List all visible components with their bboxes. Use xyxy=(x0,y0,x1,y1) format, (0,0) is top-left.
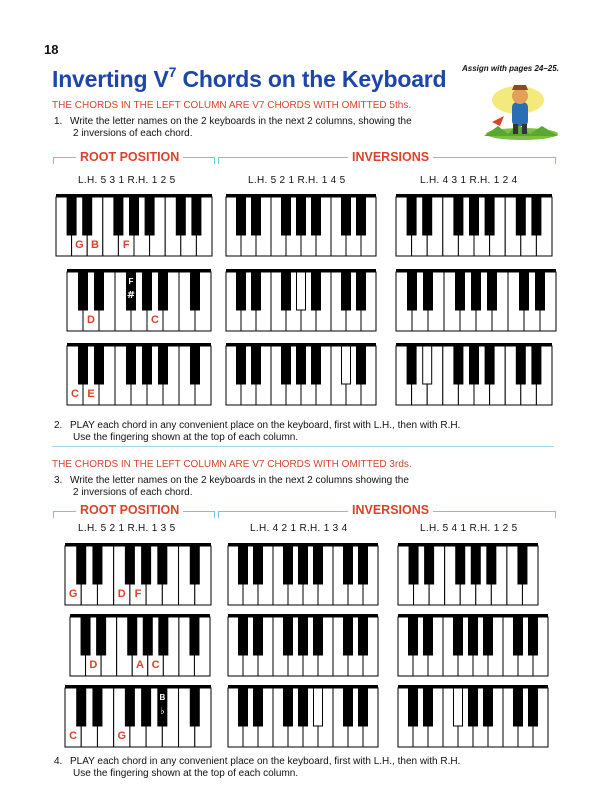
black-key[interactable] xyxy=(314,688,323,726)
black-key[interactable] xyxy=(520,272,529,310)
black-key[interactable] xyxy=(143,346,152,384)
black-key[interactable] xyxy=(456,546,465,584)
black-key[interactable] xyxy=(159,346,168,384)
black-key[interactable] xyxy=(532,346,541,384)
black-key[interactable] xyxy=(359,688,368,726)
keyboard-s1-r3-inv2[interactable] xyxy=(396,343,552,405)
black-key[interactable] xyxy=(191,346,200,384)
black-key-label: F xyxy=(128,277,134,286)
black-key[interactable] xyxy=(359,617,368,655)
black-key[interactable] xyxy=(312,197,321,235)
inversions-header-2: INVERSIONS xyxy=(348,503,433,517)
black-key[interactable] xyxy=(454,346,463,384)
black-key[interactable] xyxy=(239,617,248,655)
black-key[interactable] xyxy=(344,617,353,655)
black-key[interactable] xyxy=(252,346,261,384)
black-key[interactable] xyxy=(409,617,418,655)
black-key[interactable] xyxy=(159,617,168,655)
white-key-label: D xyxy=(87,314,95,326)
black-key[interactable] xyxy=(143,617,152,655)
black-key-accidental: ♭ xyxy=(159,706,165,717)
black-key[interactable] xyxy=(93,546,102,584)
black-key[interactable] xyxy=(536,272,545,310)
cartoon-character-illustration xyxy=(478,76,564,140)
keyboard-s2-r1-inv1[interactable] xyxy=(228,543,378,605)
black-key[interactable] xyxy=(470,346,479,384)
keyboard-s2-r1-root[interactable] xyxy=(65,543,211,605)
black-key[interactable] xyxy=(516,197,525,235)
black-key[interactable] xyxy=(254,617,263,655)
fingering-col2-2: L.H. 4 2 1 R.H. 1 3 4 xyxy=(250,523,348,534)
black-key[interactable] xyxy=(312,272,321,310)
black-key[interactable] xyxy=(485,346,494,384)
fingering-col2: L.H. 5 2 1 R.H. 1 4 5 xyxy=(248,175,346,186)
black-key[interactable] xyxy=(529,688,538,726)
black-key[interactable] xyxy=(95,272,104,310)
black-key[interactable] xyxy=(357,272,366,310)
black-key[interactable] xyxy=(423,197,432,235)
black-key[interactable] xyxy=(239,546,248,584)
black-key[interactable] xyxy=(424,272,433,310)
white-key-label: C xyxy=(151,314,159,326)
white-key-label: D xyxy=(117,588,126,600)
black-key[interactable] xyxy=(127,346,136,384)
black-key[interactable] xyxy=(145,197,154,235)
black-key[interactable] xyxy=(237,197,246,235)
black-key[interactable] xyxy=(191,272,200,310)
black-key[interactable] xyxy=(158,546,167,584)
black-key[interactable] xyxy=(95,346,104,384)
black-key[interactable] xyxy=(344,688,353,726)
black-key[interactable] xyxy=(284,546,293,584)
black-key[interactable] xyxy=(297,346,306,384)
black-key[interactable] xyxy=(484,688,493,726)
white-key-label: G xyxy=(75,239,84,251)
black-key-accidental: # xyxy=(126,290,136,301)
assign-note: Assign with pages 24–25. xyxy=(462,64,559,73)
white-key-label: C xyxy=(71,388,79,400)
keyboard-s1-r2-inv1[interactable] xyxy=(226,269,376,331)
black-key[interactable] xyxy=(342,197,351,235)
white-key-label: D xyxy=(89,659,98,671)
black-key[interactable] xyxy=(514,617,523,655)
black-key[interactable] xyxy=(472,272,481,310)
section1-play-instruction: 2. PLAY each chord in any convenient place on the keyboard, first with L.H., then with R.H. Use the fingering shown at the top of each column. xyxy=(54,420,461,443)
black-key[interactable] xyxy=(314,546,323,584)
fingering-col3-2: L.H. 5 4 1 R.H. 1 2 5 xyxy=(420,523,518,534)
black-key[interactable] xyxy=(297,272,306,310)
black-key[interactable] xyxy=(128,617,137,655)
section2-note: THE CHORDS IN THE LEFT COLUMN ARE V7 CHORDS WITH OMITTED 3rds. xyxy=(52,459,412,470)
black-key[interactable] xyxy=(81,617,90,655)
black-key[interactable] xyxy=(252,197,261,235)
black-key[interactable] xyxy=(409,546,418,584)
black-key[interactable] xyxy=(454,688,463,726)
keyboard-s2-r3-inv2[interactable] xyxy=(398,685,548,747)
black-key[interactable] xyxy=(77,688,86,726)
black-key[interactable] xyxy=(518,546,527,584)
keyboard-s1-r3-root[interactable] xyxy=(67,343,211,405)
keyboard-s2-r2-root[interactable] xyxy=(70,614,210,676)
black-key[interactable] xyxy=(284,617,293,655)
black-key[interactable] xyxy=(487,546,496,584)
black-key[interactable] xyxy=(237,272,246,310)
black-key[interactable] xyxy=(299,617,308,655)
keyboard-s1-r1-inv2[interactable] xyxy=(396,194,552,256)
black-key[interactable] xyxy=(77,546,86,584)
section1-instruction: 1. Write the letter names on the 2 keyboards in the next 2 columns, showing the 2 inversions of each chord. xyxy=(54,116,412,139)
black-key[interactable] xyxy=(159,272,168,310)
white-key-label: F xyxy=(134,588,142,600)
black-key[interactable] xyxy=(407,197,416,235)
section2-play-instruction: 4. PLAY each chord in any convenient place on the keyboard, first with L.H., then with R.H. Use the fingering shown at the top of each column. xyxy=(54,756,461,779)
black-key[interactable] xyxy=(357,346,366,384)
black-key[interactable] xyxy=(299,546,308,584)
black-key[interactable] xyxy=(79,272,88,310)
white-key-label: C xyxy=(69,730,78,742)
black-key[interactable] xyxy=(408,272,417,310)
black-key[interactable] xyxy=(312,346,321,384)
root-position-header-2: ROOT POSITION xyxy=(76,503,183,517)
keyboard-s1-r1-inv1[interactable] xyxy=(226,194,376,256)
black-key[interactable] xyxy=(190,688,199,726)
black-key[interactable] xyxy=(470,197,479,235)
keyboard-s2-r3-root[interactable] xyxy=(65,685,211,747)
section1-note: THE CHORDS IN THE LEFT COLUMN ARE V7 CHORDS WITH OMITTED 5ths. xyxy=(52,100,412,111)
black-key[interactable] xyxy=(252,272,261,310)
fingering-col1: L.H. 5 3 1 R.H. 1 2 5 xyxy=(78,175,176,186)
section2-instruction: 3. Write the letter names on the 2 keyboards in the next 2 columns showing the 2 inversions of each chord. xyxy=(54,475,409,498)
black-key[interactable] xyxy=(176,197,185,235)
black-key[interactable] xyxy=(344,546,353,584)
black-key[interactable] xyxy=(237,346,246,384)
black-key[interactable] xyxy=(130,197,139,235)
black-key[interactable] xyxy=(79,346,88,384)
black-key[interactable] xyxy=(454,197,463,235)
keyboard-s2-r3-inv1[interactable] xyxy=(228,685,378,747)
white-key-label: G xyxy=(117,730,127,742)
black-key[interactable] xyxy=(456,272,465,310)
keyboard-s2-r2-inv2[interactable] xyxy=(398,614,548,676)
black-key[interactable] xyxy=(67,197,76,235)
white-key-label: F xyxy=(122,239,130,251)
keyboard-s1-r1-root[interactable] xyxy=(56,194,212,256)
black-key[interactable] xyxy=(254,546,263,584)
black-key[interactable] xyxy=(407,346,416,384)
black-key[interactable] xyxy=(469,688,478,726)
black-key[interactable] xyxy=(409,688,418,726)
black-key[interactable] xyxy=(190,546,199,584)
black-key[interactable] xyxy=(299,688,308,726)
black-key[interactable] xyxy=(516,346,525,384)
white-key-label: C xyxy=(151,659,160,671)
black-key[interactable] xyxy=(514,688,523,726)
root-position-header: ROOT POSITION xyxy=(76,150,183,164)
black-key[interactable] xyxy=(359,546,368,584)
black-key[interactable] xyxy=(529,617,538,655)
inversions-header: INVERSIONS xyxy=(348,150,433,164)
black-key[interactable] xyxy=(424,688,433,726)
black-key[interactable] xyxy=(125,546,134,584)
page-title: Inverting $V^7$ Chords on the Keyboard xyxy=(52,64,447,92)
black-key[interactable] xyxy=(485,197,494,235)
white-key-label: G xyxy=(68,588,78,600)
black-key[interactable] xyxy=(469,617,478,655)
section-divider xyxy=(52,446,554,447)
black-key[interactable] xyxy=(114,197,123,235)
black-key[interactable] xyxy=(190,617,199,655)
black-key[interactable] xyxy=(423,346,432,384)
black-key[interactable] xyxy=(83,197,92,235)
black-key[interactable] xyxy=(357,197,366,235)
black-key[interactable] xyxy=(125,688,134,726)
black-key[interactable] xyxy=(192,197,201,235)
black-key[interactable] xyxy=(97,617,106,655)
black-key[interactable] xyxy=(425,546,434,584)
black-key[interactable] xyxy=(484,617,493,655)
black-key[interactable] xyxy=(424,617,433,655)
black-key[interactable] xyxy=(93,688,102,726)
keyboard-s2-r2-inv1[interactable] xyxy=(228,614,378,676)
black-key[interactable] xyxy=(142,688,151,726)
black-key[interactable] xyxy=(314,617,323,655)
black-key[interactable] xyxy=(297,197,306,235)
black-key[interactable] xyxy=(342,346,351,384)
black-key[interactable] xyxy=(532,197,541,235)
white-key-label: A xyxy=(136,659,144,671)
keyboard-s1-r2-root[interactable] xyxy=(67,269,211,331)
black-key[interactable] xyxy=(282,346,291,384)
fingering-col3: L.H. 4 3 1 R.H. 1 2 4 xyxy=(420,175,518,186)
black-key[interactable] xyxy=(282,272,291,310)
keyboard-s1-r2-inv2[interactable] xyxy=(396,269,556,331)
black-key[interactable] xyxy=(254,688,263,726)
black-key-label: B xyxy=(159,693,166,702)
white-key-label: B xyxy=(91,239,99,251)
keyboard-s1-r3-inv1[interactable] xyxy=(226,343,376,405)
black-key[interactable] xyxy=(142,546,151,584)
black-key[interactable] xyxy=(454,617,463,655)
black-key[interactable] xyxy=(282,197,291,235)
keyboard-s2-r1-inv2[interactable] xyxy=(398,543,538,605)
black-key[interactable] xyxy=(143,272,152,310)
page-number: 18 xyxy=(44,42,59,57)
white-key-label: E xyxy=(87,388,95,400)
black-key[interactable] xyxy=(239,688,248,726)
black-key[interactable] xyxy=(342,272,351,310)
black-key[interactable] xyxy=(284,688,293,726)
fingering-col1-2: L.H. 5 2 1 R.H. 1 3 5 xyxy=(78,523,176,534)
black-key[interactable] xyxy=(488,272,497,310)
black-key[interactable] xyxy=(471,546,480,584)
